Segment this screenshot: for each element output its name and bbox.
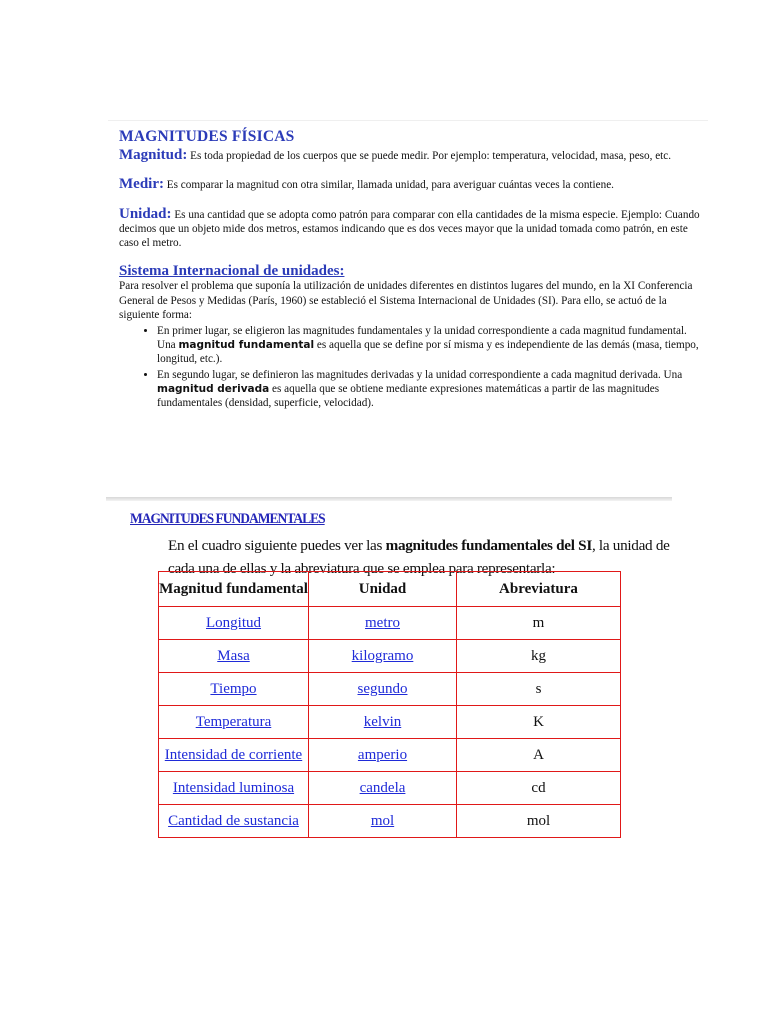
bold-term: magnitud derivada xyxy=(157,382,270,395)
list-item xyxy=(157,368,706,411)
section-magnitudes-fundamentales xyxy=(130,510,690,580)
table-header-row xyxy=(159,572,621,607)
unit-link[interactable]: kelvin xyxy=(363,713,402,730)
definition-medir xyxy=(119,177,706,192)
bullet-text: En primer lugar, se eligieron las magnitudes fundamentales y la unidad correspondiente a cada magnitud fundamental. Una xyxy=(157,325,687,352)
term-medir: Medir: xyxy=(119,176,164,193)
unit-link[interactable]: amperio xyxy=(357,746,408,763)
definition-text: Es toda propiedad de los cuerpos que se puede medir. Por ejemplo: temperatura, velocidad, masa, peso, etc. xyxy=(187,150,672,163)
table-row xyxy=(159,640,621,673)
column-header: Abreviatura xyxy=(457,572,621,607)
magnitude-link[interactable]: Cantidad de sustancia xyxy=(168,812,299,829)
section-magnitudes-fisicas xyxy=(108,118,706,411)
unit-link[interactable]: segundo xyxy=(357,680,408,697)
definition-text: Es comparar la magnitud con otra similar, llamada unidad, para averiguar cuántas veces la contiene. xyxy=(163,179,614,192)
bullet-text: En segundo lugar, se definieron las magnitudes derivadas y la unidad correspondiente a cada magnitud derivada. Una xyxy=(157,368,683,381)
abbreviation-cell: K xyxy=(457,706,621,739)
term-magnitud: Magnitud: xyxy=(119,147,188,164)
section-divider xyxy=(106,497,672,501)
magnitude-link[interactable]: Tiempo xyxy=(210,680,257,697)
abbreviation-cell: m xyxy=(457,607,621,640)
definition-unidad xyxy=(119,207,706,251)
unit-link[interactable]: mol xyxy=(370,812,395,829)
table-row xyxy=(159,706,621,739)
abbreviation-cell: cd xyxy=(457,772,621,805)
table-row xyxy=(159,772,621,805)
unit-link[interactable]: metro xyxy=(365,614,400,631)
magnitude-link[interactable]: Longitud xyxy=(206,614,261,631)
si-bullet-list xyxy=(119,324,706,410)
si-paragraph: Para resolver el problema que suponía la utilización de unidades diferentes en distintos lugares del mundo, en la XI Conferencia General de Pesos y Medidas (París, 1960) se estableció el Sistema Internacional de Unidades (SI). Para ello, se actuó de la siguiente forma: xyxy=(119,280,693,321)
unit-link[interactable]: candela xyxy=(359,779,406,796)
bold-term: magnitud fundamental xyxy=(178,339,315,352)
abbreviation-cell: A xyxy=(457,739,621,772)
magnitude-link[interactable]: Intensidad de corriente xyxy=(164,746,303,763)
column-header: Unidad xyxy=(309,572,457,607)
definition-text: Es una cantidad que se adopta como patrón para comparar con ella cantidades de la misma especie. Ejemplo: Cuando decimos que un objeto mide dos metros, estamos indicando que es dos veces mayor que la unidad tomada como patrón, en este caso el metro. xyxy=(119,208,700,250)
table-row xyxy=(159,607,621,640)
magnitude-link[interactable]: Temperatura xyxy=(195,713,272,730)
intro-text: En el cuadro siguiente puedes ver las xyxy=(168,537,386,554)
intro-text: , la unidad de cada una de ellas y la abreviatura que se emplea para representarla: xyxy=(168,537,670,577)
section-title: MAGNITUDES FÍSICAS xyxy=(119,128,295,145)
unit-link[interactable]: kilogramo xyxy=(351,647,414,664)
table-row xyxy=(159,805,621,838)
si-heading: Sistema Internacional de unidades: xyxy=(119,263,345,280)
magnitude-link[interactable]: Masa xyxy=(217,647,250,664)
bold-term: magnitudes fundamentales del SI xyxy=(385,537,592,554)
term-unidad: Unidad: xyxy=(119,205,172,222)
abbreviation-cell: kg xyxy=(457,640,621,673)
bullet-text: es aquella que se obtiene mediante expresiones matemáticas a partir de las magnitudes fundamentales (densidad, superficie, velocidad). xyxy=(157,382,660,410)
section-title: MAGNITUDES FUNDAMENTALES xyxy=(130,511,325,527)
column-header: Magnitud fundamental xyxy=(159,572,309,607)
table-row xyxy=(159,739,621,772)
magnitude-link[interactable]: Intensidad luminosa xyxy=(172,779,295,796)
bullet-text: es aquella que se define por sí misma y es independiente de las demás (masa, tiempo, longitud, etc.). xyxy=(157,339,699,366)
abbreviation-cell: mol xyxy=(457,805,621,838)
definition-magnitud xyxy=(119,148,706,163)
table-row xyxy=(159,673,621,706)
fundamental-magnitudes-table xyxy=(158,571,621,838)
list-item xyxy=(157,324,706,367)
abbreviation-cell: s xyxy=(457,673,621,706)
